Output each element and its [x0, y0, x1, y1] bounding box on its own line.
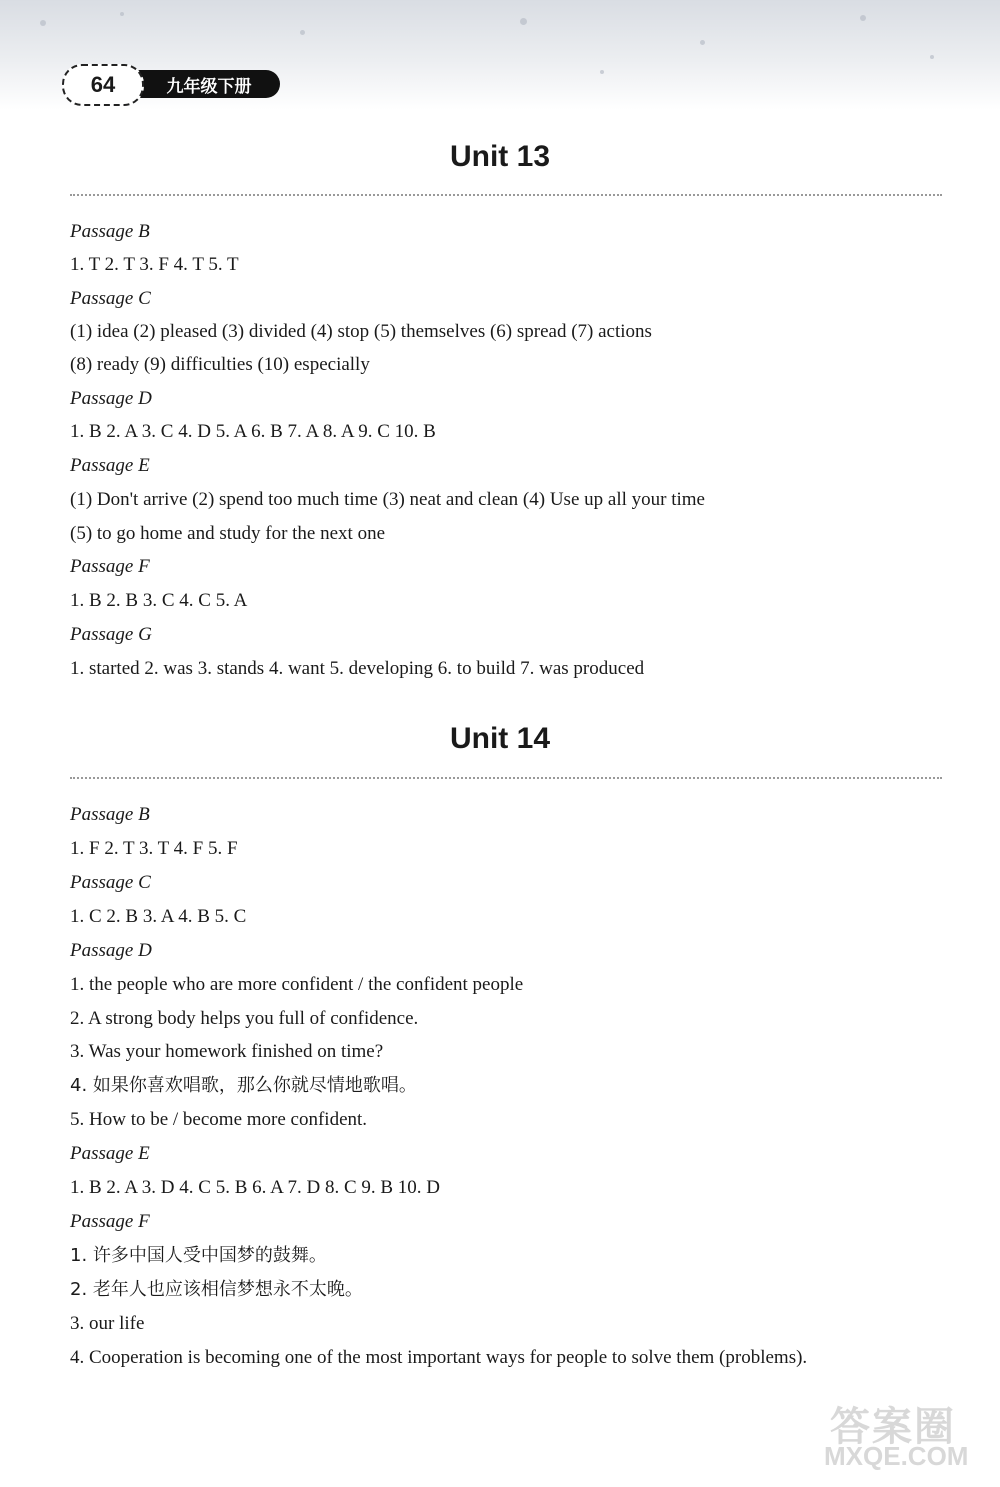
u14-passage-c-label: Passage C	[70, 872, 151, 893]
unit-14-title: Unit 14	[449, 722, 551, 755]
u14-passage-d-item: 2. A strong body helps you full of confidence.	[70, 1008, 419, 1029]
divider	[70, 777, 942, 779]
u13-passage-e-answers-2: (5) to go home and study for the next one	[70, 523, 386, 544]
u14-passage-d-item: 5. How to be / become more confident.	[70, 1109, 368, 1130]
u14-passage-d-item: 4. 如果你喜欢唱歌，那么你就尽情地歌唱。	[70, 1075, 417, 1096]
u13-passage-f-label: Passage F	[70, 556, 150, 577]
u13-passage-e-label: Passage E	[70, 455, 150, 476]
watermark-url: MXQE.COM	[824, 1441, 969, 1471]
u13-passage-d-label: Passage D	[70, 388, 152, 409]
watermark	[810, 1395, 990, 1475]
u14-passage-b-answers: 1. F 2. T 3. T 4. F 5. F	[70, 838, 238, 859]
u13-passage-c-answers-2: (8) ready (9) difficulties (10) especially	[70, 354, 370, 375]
u14-passage-f-item: 3. our life	[70, 1313, 145, 1334]
u14-passage-f-item: 1. 许多中国人受中国梦的鼓舞。	[70, 1245, 327, 1266]
u13-passage-b-answers: 1. T 2. T 3. F 4. T 5. T	[70, 254, 239, 275]
unit-13-title: Unit 13	[449, 140, 551, 173]
u13-passage-c-answers-1: (1) idea (2) pleased (3) divided (4) stop (5) themselves (6) spread (7) actions	[70, 321, 652, 342]
u13-passage-f-answers: 1. B 2. B 3. C 4. C 5. A	[70, 590, 248, 611]
u13-passage-b-label: Passage B	[70, 221, 150, 242]
u14-passage-e-answers: 1. B 2. A 3. D 4. C 5. B 6. A 7. D 8. C 9. B 10. D	[70, 1177, 441, 1198]
u14-passage-d-item: 3. Was your homework finished on time?	[70, 1041, 384, 1062]
u14-passage-b-label: Passage B	[70, 804, 150, 825]
u14-passage-c-answers: 1. C 2. B 3. A 4. B 5. C	[70, 906, 247, 927]
u14-passage-d-item: 1. the people who are more confident / the confident people	[70, 974, 524, 995]
u13-passage-g-answers: 1. started 2. was 3. stands 4. want 5. developing 6. to build 7. was produced	[70, 658, 645, 679]
u14-passage-f-item: 4. Cooperation is becoming one of the most important ways for people to solve them (problems).	[70, 1347, 808, 1368]
u14-passage-f-label: Passage F	[70, 1211, 150, 1232]
divider	[70, 194, 942, 196]
u13-passage-d-answers: 1. B 2. A 3. C 4. D 5. A 6. B 7. A 8. A 9. C 10. B	[70, 421, 436, 442]
u14-passage-f-item: 2. 老年人也应该相信梦想永不太晚。	[70, 1279, 363, 1300]
u13-passage-c-label: Passage C	[70, 288, 151, 309]
u13-passage-g-label: Passage G	[70, 624, 152, 645]
u13-passage-e-answers-1: (1) Don't arrive (2) spend too much time (3) neat and clean (4) Use up all your time	[70, 489, 705, 510]
u14-passage-e-label: Passage E	[70, 1143, 150, 1164]
u14-passage-d-label: Passage D	[70, 940, 152, 961]
grade-label: 九年级下册	[130, 70, 280, 98]
watermark-logo: 答案圈	[830, 1405, 956, 1449]
page-number: 64	[62, 64, 144, 106]
